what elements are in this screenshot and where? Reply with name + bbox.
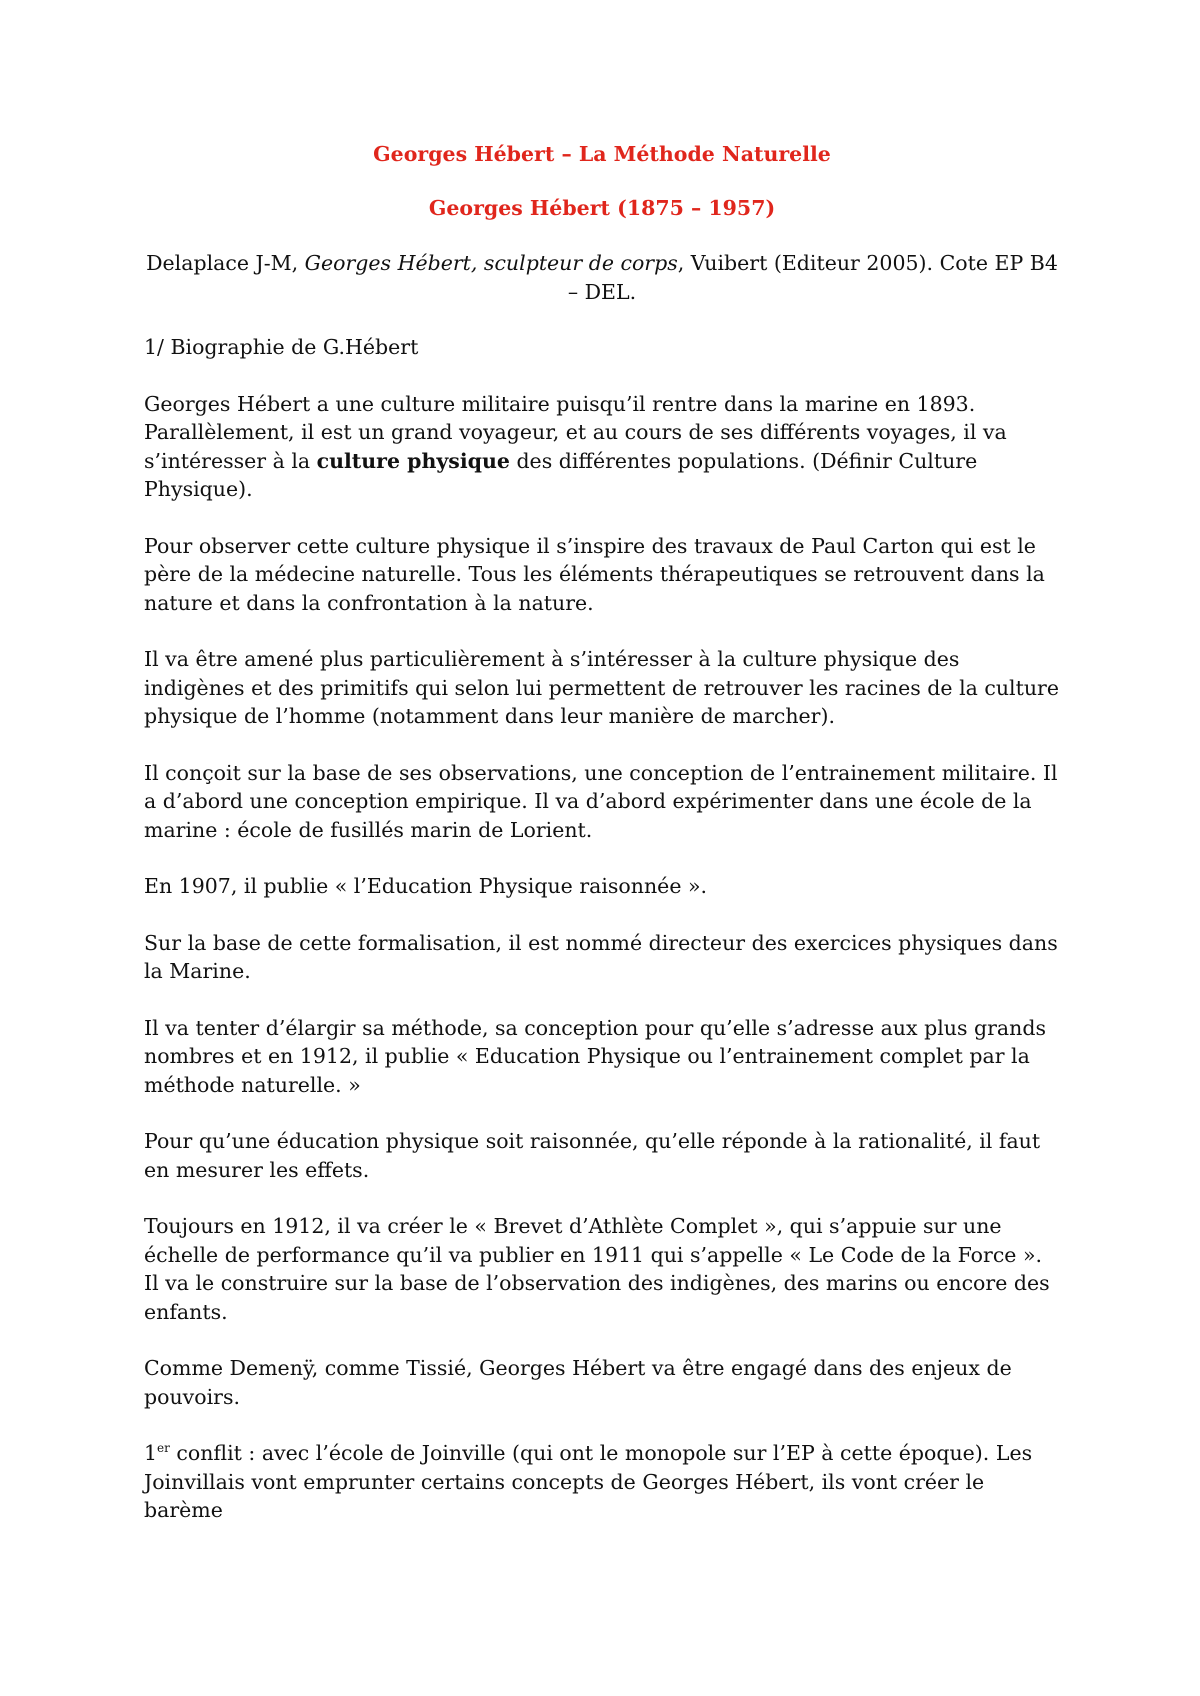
reference-book-title: Georges Hébert, sculpteur de corps <box>304 251 678 275</box>
paragraph-11-text: conflit : avec l’école de Joinville (qui ont le monopole sur l’EP à cette époque). Les Joinvillais vont emprunter certains concepts de Georges Hébert, ils vont créer le barème <box>144 1441 1033 1522</box>
paragraph-1-text-a: Georges Hébert a une culture militaire puisqu’il rentre dans la marine en 1893. Parallèlement, il est un grand voyageur, et au cours de ses différents voyages, il va s’intéresser à la <box>144 391 1007 473</box>
paragraph-8: Pour qu’une éducation physique soit raisonnée, qu’elle réponde à la rationalité, il faut en mesurer les effets. <box>144 1129 1041 1182</box>
paragraph-3: Il va être amené plus particulièrement à s’intéresser à la culture physique des indigènes et des primitifs qui selon lui permettent de retrouver les racines de la culture physique de l’homme (notamment dans leur manière de marcher). <box>144 647 1059 728</box>
paragraph-11-number: 1 <box>144 1441 158 1465</box>
reference-author: Delaplace J-M, <box>146 251 305 275</box>
paragraph-5: En 1907, il publie « l’Education Physique raisonnée ». <box>144 874 708 898</box>
paragraph-10: Comme Demenÿ, comme Tissié, Georges Hébert va être engagé dans des enjeux de pouvoirs. <box>144 1356 1012 1409</box>
paragraph-7: Il va tenter d’élargir sa méthode, sa conception pour qu’elle s’adresse aux plus grands nombres et en 1912, il publie « Education Physique ou l’entrainement complet par la méthode naturelle. » <box>144 1015 1046 1097</box>
section-heading: 1/ Biographie de G.Hébert <box>144 335 419 359</box>
paragraph-2: Pour observer cette culture physique il s’inspire des travaux de Paul Carton qui est le père de la médecine naturelle. Tous les éléments thérapeutiques se retrouvent dans la nature et dans la confrontation à la nature. <box>144 533 1045 615</box>
paragraph-11 <box>144 1439 1060 1525</box>
document-subtitle: Georges Hébert (1875 – 1957) <box>428 195 776 220</box>
document-title: Georges Hébert – La Méthode Naturelle <box>373 142 831 166</box>
document-body <box>144 140 1060 1553</box>
paragraph-6: Sur la base de cette formalisation, il est nommé directeur des exercices physiques dans la Marine. <box>144 930 1058 983</box>
paragraph-9 <box>144 1212 1060 1326</box>
reference-publisher: , Vuibert (Editeur 2005). Cote EP B4 – DEL. <box>567 251 1058 304</box>
paragraph-4: Il conçoit sur la base de ses observations, une conception de l’entrainement militaire. Il a d’abord une conception empirique. Il va d’abord expérimenter dans une école de la marine : école de fusillés marin de Lorient. <box>144 760 1058 842</box>
paragraph-1-bold-term: culture physique <box>316 448 510 473</box>
paragraph-9-line-2: Il va le construire sur la base de l’observation des indigènes, des marins ou encore des enfants. <box>144 1271 1050 1324</box>
bibliographic-reference <box>144 249 1060 306</box>
paragraph-1-text-b: des différentes populations. (Définir Culture Physique). <box>144 448 978 501</box>
paragraph-9-line-1: Toujours en 1912, il va créer le « Brevet d’Athlète Complet », qui s’appuie sur une échelle de performance qu’il va publier en 1911 qui s’appelle « Le Code de la Force ». <box>144 1214 1043 1267</box>
paragraph-1 <box>144 390 1060 504</box>
paragraph-11-superscript: er <box>157 1441 170 1456</box>
